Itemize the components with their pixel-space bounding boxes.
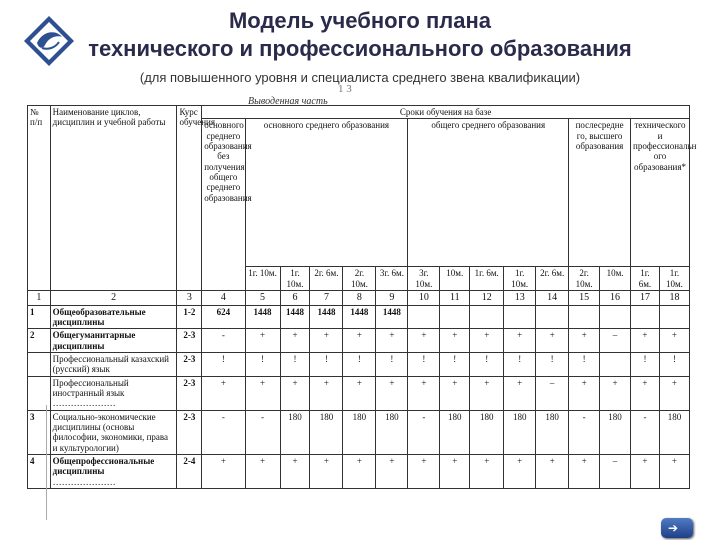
page-title-line1: Модель учебного плана [228,8,491,33]
row-cell: - [202,329,245,353]
period-label: 3г. 6м. [376,267,408,291]
row-cell: + [440,455,470,489]
row-cell: 180 [310,410,343,454]
row-cell: - [569,410,600,454]
row-cell: 1448 [245,305,280,329]
period-label: 1г. 10м. [504,267,536,291]
row-cell: 180 [440,410,470,454]
period-label: 1г. 10м. [280,267,310,291]
row-cell: + [470,455,504,489]
row-course: 2-3 [177,329,202,353]
header-course: Курс обучения [177,106,202,291]
row-cell [600,305,631,329]
row-cell: ! [310,352,343,376]
column-number: 16 [600,291,631,306]
row-cell [569,305,600,329]
row-cell: + [310,376,343,410]
row-cell: + [600,376,631,410]
row-cell: + [440,329,470,353]
column-number: 17 [631,291,660,306]
column-number: 1 [28,291,51,306]
row-cell [440,305,470,329]
column-number: 12 [470,291,504,306]
page-number: 1 3 [338,83,352,95]
row-cell: ! [569,352,600,376]
row-cell-last: + [659,376,689,410]
row-cell: ! [202,352,245,376]
header-col-basic: основного среднего образования [245,119,408,267]
row-cell: - [202,410,245,454]
row-cell: 180 [504,410,536,454]
row-cell: ! [504,352,536,376]
row-cell: – [600,329,631,353]
row-cell: + [504,329,536,353]
row-cell: ! [376,352,408,376]
column-number: 3 [177,291,202,306]
row-cell: + [408,455,440,489]
row-number: 1 [28,305,51,329]
column-number: 4 [202,291,245,306]
row-cell: 1448 [310,305,343,329]
column-number: 7 [310,291,343,306]
row-cell: + [310,455,343,489]
row-cell: ! [440,352,470,376]
row-cell: + [569,455,600,489]
header-duration-title: Сроки обучения на базе [202,106,690,119]
row-cell: – [536,376,569,410]
row-course: 2-3 [177,410,202,454]
row-cell: ! [343,352,376,376]
row-cell: + [408,376,440,410]
divider [46,405,47,520]
column-number: 6 [280,291,310,306]
row-cell: + [280,329,310,353]
row-cell: + [631,329,660,353]
table-row [28,376,690,410]
row-cell: + [343,455,376,489]
period-label: 1г. 10м. [659,267,689,291]
row-course: 2-3 [177,352,202,376]
row-cell: + [343,376,376,410]
row-name-text: Профессиональный казахский (русский) язык [52,353,169,375]
table-row [28,305,690,329]
row-cell: + [280,376,310,410]
period-label: 1г. 6м. [470,267,504,291]
row-number: 4 [28,455,51,489]
period-label: 2г. 6м. [536,267,569,291]
row-cell: + [245,455,280,489]
page-title-line2: технического и профессионального образования [88,36,632,61]
row-name [50,410,177,454]
header-col-postsecondary: послесредне го, высшего образования [569,119,631,267]
row-cell [470,305,504,329]
row-name-text: Общеобразовательные дисциплины [52,306,146,327]
table-row [28,352,690,376]
row-cell: - [408,410,440,454]
row-cell: ! [631,352,660,376]
row-cell [504,305,536,329]
period-label: 1г. 6м. [631,267,660,291]
row-cell: 1448 [280,305,310,329]
row-cell: 180 [376,410,408,454]
column-number: 14 [536,291,569,306]
row-cell: + [536,329,569,353]
row-cell [631,305,660,329]
row-cell: 180 [470,410,504,454]
department-label: Выводенная часть [248,96,328,107]
row-cell: 180 [600,410,631,454]
row-cell: 180 [280,410,310,454]
row-cell: + [245,329,280,353]
row-cell: 624 [202,305,245,329]
row-cell: 1448 [343,305,376,329]
row-name-text: Общегуманитарные дисциплины [52,330,136,351]
row-name [50,376,177,410]
row-cell: + [408,329,440,353]
row-cell: + [376,376,408,410]
row-cell: + [376,455,408,489]
period-label: 2г. 10м. [569,267,600,291]
column-number: 15 [569,291,600,306]
row-ellipsis: ………………… [52,398,116,409]
row-cell: + [504,376,536,410]
row-cell-last [659,305,689,329]
period-label: 10м. [440,267,470,291]
row-cell: ! [536,352,569,376]
period-label: 2г. 6м. [310,267,343,291]
row-number [28,352,51,376]
row-cell: + [631,376,660,410]
column-number: 18 [659,291,689,306]
row-cell: ! [408,352,440,376]
column-number: 11 [440,291,470,306]
table-row [28,329,690,353]
row-cell: + [470,376,504,410]
row-cell: + [310,329,343,353]
column-number: 2 [50,291,177,306]
header-col-general: общего среднего образования [408,119,569,267]
row-cell: + [245,376,280,410]
period-label: 3г. 10м. [408,267,440,291]
row-cell: – [600,455,631,489]
row-course: 2-3 [177,376,202,410]
row-name [50,352,177,376]
row-cell: + [631,455,660,489]
row-ellipsis: ………………… [52,476,116,487]
row-course: 1-2 [177,305,202,329]
curriculum-table [27,105,697,489]
period-label: 10м. [600,267,631,291]
row-cell: 180 [343,410,376,454]
row-cell: - [631,410,660,454]
row-cell: + [343,329,376,353]
header-name: Наименование циклов, дисциплин и учебной работы [50,106,177,291]
row-cell-last: + [659,455,689,489]
row-name [50,329,177,353]
row-cell: + [569,376,600,410]
row-name-text: Общепрофессиональные дисциплины [52,456,155,477]
row-cell: ! [280,352,310,376]
column-number: 10 [408,291,440,306]
header-num: № п/п [28,106,51,291]
next-slide-button[interactable] [661,518,693,538]
column-number: 8 [343,291,376,306]
row-cell [408,305,440,329]
row-name-text: Социально-экономические дисциплины (основы философии, экономики, права и культурологии) [52,411,169,453]
period-label: 2г. 10м. [343,267,376,291]
header-col-technical: технического и профессиональн ого образования* [631,119,690,267]
header-row-1 [28,106,690,119]
row-cell: ! [470,352,504,376]
row-name [50,305,177,329]
row-cell: + [536,455,569,489]
row-cell: ! [245,352,280,376]
row-cell: + [569,329,600,353]
row-name-text: Профессиональный иностранный язык [52,377,129,398]
column-number: 5 [245,291,280,306]
column-number: 9 [376,291,408,306]
row-cell: + [280,455,310,489]
row-cell-last: 180 [659,410,689,454]
row-name [50,455,177,489]
row-cell: + [202,455,245,489]
header-col-without-general: основного среднего образования без получения общего среднего образования [202,119,245,291]
row-cell-last: ! [659,352,689,376]
row-cell: + [440,376,470,410]
row-course: 2-4 [177,455,202,489]
row-number: 3 [28,410,51,454]
column-number-row [28,291,690,306]
period-label: 1г. 10м. [245,267,280,291]
row-cell: + [470,329,504,353]
column-number: 13 [504,291,536,306]
row-cell: 180 [536,410,569,454]
row-number: 2 [28,329,51,353]
row-cell [600,352,631,376]
row-cell: + [202,376,245,410]
table-row [28,455,690,489]
table-row [28,410,690,454]
row-cell: + [504,455,536,489]
arrow-right-icon: ➔ [668,521,679,535]
page-subtitle: (для повышенного уровня и специалиста среднего звена квалификации) [139,70,581,85]
row-cell-last: + [659,329,689,353]
row-cell [536,305,569,329]
table-body [28,305,690,489]
row-cell: 1448 [376,305,408,329]
row-cell: - [245,410,280,454]
row-cell: + [376,329,408,353]
